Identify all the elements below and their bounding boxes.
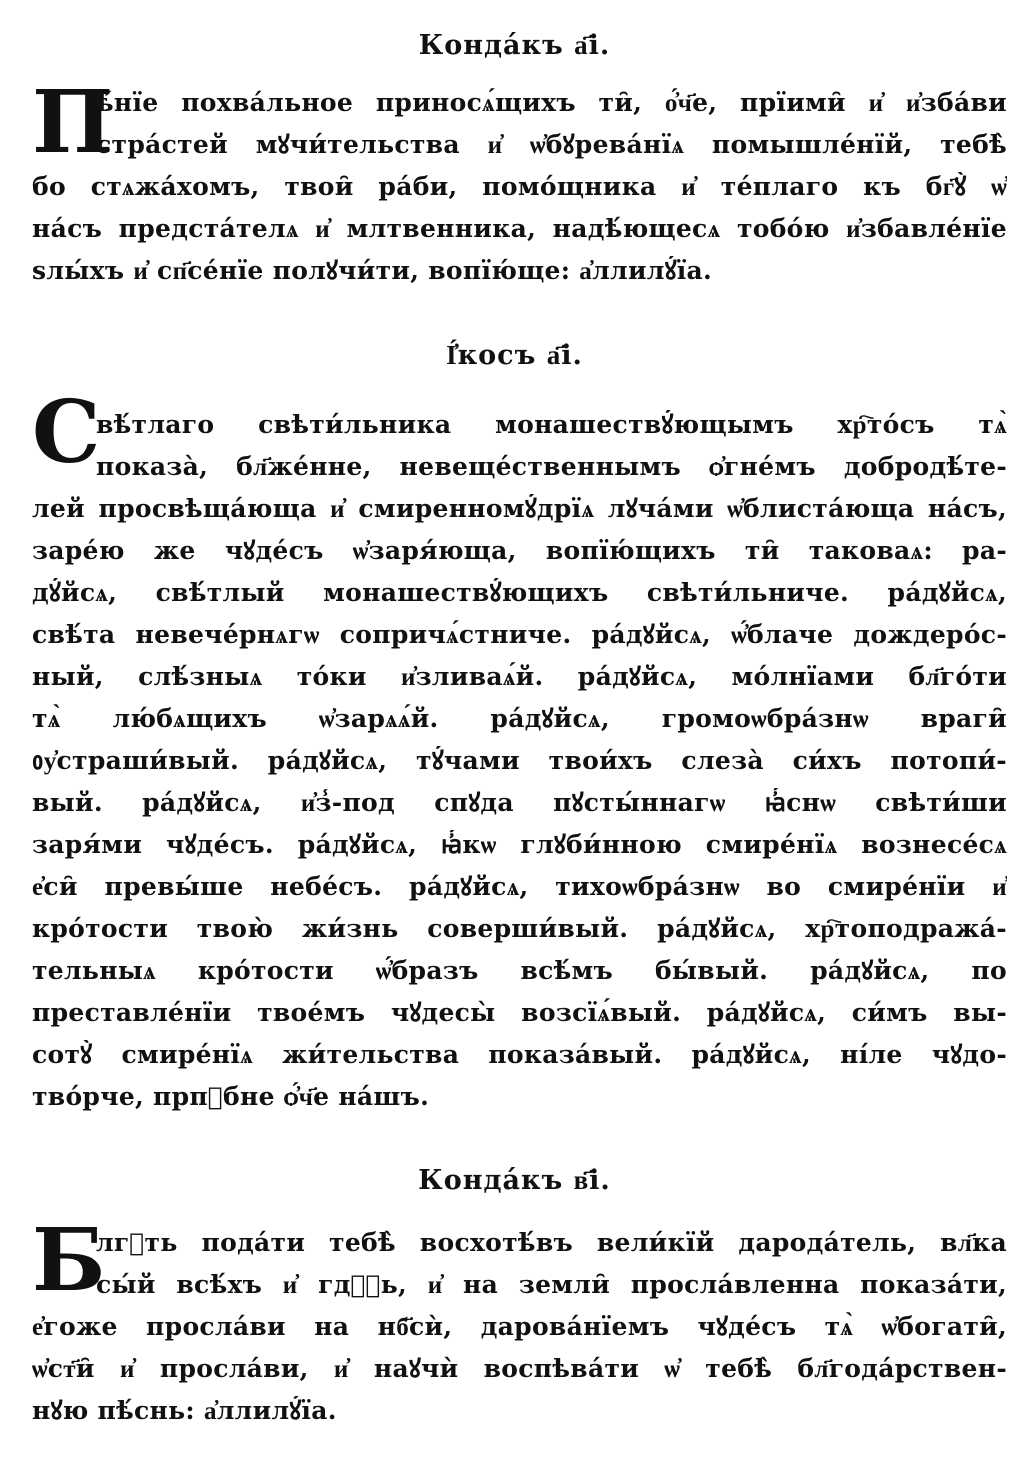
text-line: ѡ҆ст҃и̑ и҆ просла́ви, и҆ наꙋчѝ воспѣва́ти ѡ҆ тебѣ̀ бл҃года́рствен- <box>32 1354 1007 1383</box>
text-line: дꙋ́йсѧ, свѣ́тлый монашествꙋ́ющихъ свѣти́льниче. ра́дꙋйсѧ, <box>32 578 1007 607</box>
text-line: е҆гоже просла́ви на нб҃сѝ, дарова́нїемъ чꙋде́съ тѧ̀ ѡ҆богати̑, <box>32 1312 1007 1341</box>
text-line: ный, слѣ́зныѧ то́ки и҆зливаѧ́й. ра́дꙋйсѧ, мо́лнїами бл҃го́ти <box>32 662 1007 691</box>
text-line: тво́рче, прпⷣбне ѻ҆́ч҃е на́шъ. <box>32 1082 430 1111</box>
text-line: е҆си̑ превы́ше небе́съ. ра́дꙋйсѧ, тихоѡбра́знѡ во смире́нїи и҆ <box>32 872 1007 901</box>
text-line: вый. ра́дꙋйсѧ, и҆з̾-под спꙋда пꙋсты́ннагѡ ꙗ҆́снѡ свѣти́ши <box>32 788 1007 817</box>
text-line: лгⷣть пода́ти тебѣ̀ восхотѣ́въ вели́кїй дарода́тель, вл҃ка <box>96 1228 1007 1257</box>
kontakion-11-paragraph <box>32 72 1007 302</box>
text-line: бо стѧжа́хомъ, твои̑ ра́би, помо́щника и҆ те́плаго къ бг҃ꙋ̀ ѡ҆ <box>32 172 1007 201</box>
text-line: вѣ́тлаго свѣти́льника монашествꙋ́ющымъ хр҇то́съ тѧ̀ <box>96 410 1007 439</box>
text-line: показа̀, бл҃же́нне, невеще́ственнымъ ѻ҆гне́мъ добродѣ́те- <box>96 452 1007 481</box>
drop-cap-initial: Б <box>32 1210 106 1311</box>
ikos-11-heading: І҆́косъ а҃і. <box>446 340 583 371</box>
text-line: преставле́нїи твое́мъ чꙋдесы̀ возсїѧ́вый. ра́дꙋйсѧ, си́мъ вы- <box>32 998 1007 1027</box>
text-line: заре́ю же чꙋде́съ ѡ҆заря́юща, вопїю́щихъ ти̑ таковаѧ: ра- <box>32 536 1007 565</box>
text-line: стра́стей мꙋчи́тельства и҆ ѡ҆бꙋрева́нїѧ помышле́нїй, тебѣ̀ <box>96 130 1007 159</box>
text-line: заря́ми чꙋде́съ. ра́дꙋйсѧ, ꙗ҆́кѡ глꙋби́нною смире́нїѧ вознесе́сѧ <box>32 830 1007 859</box>
text-line: нꙋю пѣ́снь: а҆ллилꙋ́їа. <box>32 1396 337 1425</box>
text-line: кро́тости твою̀ жи́знь соверши́вый. ра́дꙋйсѧ, хр҇топодража́- <box>32 914 1007 943</box>
kontakion-12-paragraph <box>32 1210 1007 1438</box>
text-line: сы́й всѣ́хъ и҆ гдⷭ҇ь, и҆ на земли̑ просла́вленна показа́ти, <box>96 1270 1007 1299</box>
text-line: лей просвѣща́юща и҆ смиренномꙋ́дрїѧ лꙋча́ми ѡ҆блиста́юща на́съ, <box>32 494 1007 523</box>
kontakion-11-heading: Конда́къ а҃і. <box>418 30 611 61</box>
text-line: ѣ́нїе похва́льное приносѧ́щихъ ти̑, о҆́ч҃е, прїими̑ и҆ и҆зба́ви <box>96 88 1007 117</box>
text-line: тѧ̀ лю́бѧщихъ ѡ҆зарѧѧ́й. ра́дꙋйсѧ, громоѡбра́знѡ враги̑ <box>32 704 1007 733</box>
text-line: ᲂу҆страши́вый. ра́дꙋйсѧ, тꙋ́чами твои́хъ слеза̀ си́хъ потопи́- <box>32 746 1007 775</box>
ikos-11-paragraph <box>32 382 1007 1122</box>
kontakion-12-heading: Конда́къ в҃і. <box>418 1165 611 1196</box>
text-line: сотꙋ̀ смире́нїѧ жи́тельства показа́вый. ра́дꙋйсѧ, ні́ле чꙋдо- <box>32 1040 1007 1069</box>
drop-cap-initial: П <box>32 72 114 173</box>
text-line: ѕлы́хъ и҆ сп҃се́нїе полꙋчи́ти, вопїю́ще: а҆ллилꙋ́їа. <box>32 256 713 285</box>
drop-cap-initial: С <box>32 382 101 483</box>
text-line: свѣ́та невече́рнѧгѡ сопричѧ́стниче. ра́дꙋйсѧ, ѡ҆́блаче дождеро́с- <box>32 620 1007 649</box>
text-line: тельныѧ кро́тости ѡ҆́бразъ всѣ́мъ бы́вый. ра́дꙋйсѧ, по <box>32 956 1007 985</box>
text-line: на́съ предста́телѧ и҆ млтвенника, надѣ́ющесѧ тобо́ю и҆збавле́нїе <box>32 214 1007 243</box>
